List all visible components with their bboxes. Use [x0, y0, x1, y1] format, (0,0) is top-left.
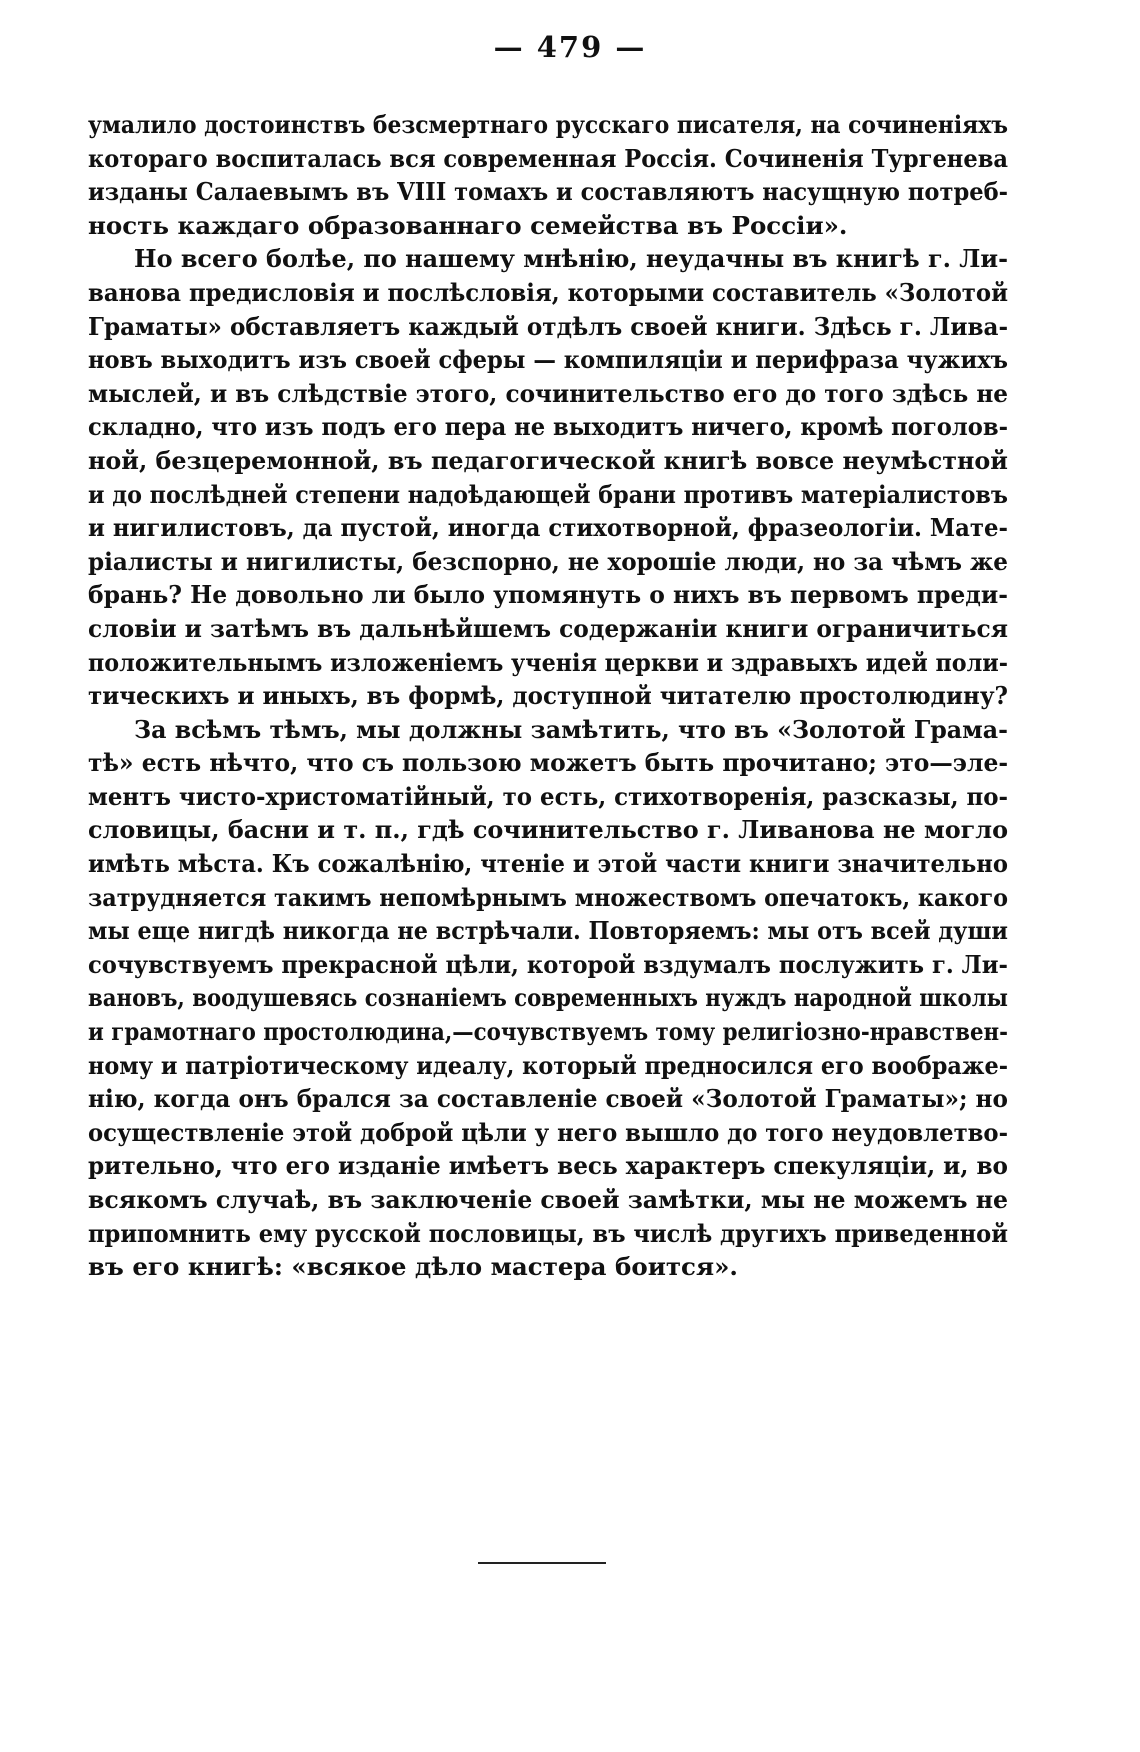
text-line: тическихъ и иныхъ, въ формѣ, доступной читателю простолюдину? [88, 681, 1008, 711]
text-line: въ его книгѣ: «всякое дѣло мастера боится». [88, 1252, 738, 1282]
text-line: ной, безцеремонной, въ педагогической книгѣ вовсе неумѣстной [88, 445, 1008, 475]
text-line: осуществленіе этой доброй цѣли у него вышло до того неудовлетво- [88, 1117, 1008, 1147]
text-line: мыслей, и въ слѣдствіе этого, сочинительство его до того здѣсь не [88, 378, 1009, 408]
text-line: складно, что изъ подъ его пера не выходитъ ничего, кромѣ поголов- [88, 412, 1009, 442]
paragraph-2 [88, 242, 1008, 712]
text-line: словицы, басни и т. п., гдѣ сочинительство г. Ливанова не могло [88, 815, 1009, 845]
text-line: и нигилистовъ, да пустой, иногда стихотворной, фразеологіи. Мате- [88, 513, 1008, 543]
text-line: ванова предисловія и послѣсловія, которыми составитель «Золотой [88, 277, 1009, 307]
text-line: котораго воспиталась вся современная Россія. Сочиненія Тургенева [88, 143, 1009, 173]
text-line: Граматы» обставляетъ каждый отдѣлъ своей книги. Здѣсь г. Лива- [88, 311, 1009, 341]
text-line: изданы Салаевымъ въ VIII томахъ и составляютъ насущную потреб- [88, 177, 1009, 207]
text-line: и грамотнаго простолюдина,—сочувствуемъ тому религіозно-нравствен- [88, 1017, 1009, 1047]
end-rule-divider [478, 1562, 606, 1564]
paragraph-1 [88, 108, 1008, 242]
text-line: Но всего болѣе, по нашему мнѣнію, неудачны въ книгѣ г. Ли- [134, 244, 1008, 274]
text-line: ному и патріотическому идеалу, который предносился его воображе- [88, 1050, 1009, 1080]
text-line: ріалисты и нигилисты, безспорно, не хорошіе люди, но за чѣмъ же [88, 546, 1008, 576]
text-line: брань? Не довольно ли было упомянуть о нихъ въ первомъ преди- [88, 580, 1008, 610]
text-line: припомнить ему русской пословицы, въ числѣ другихъ приведенной [88, 1218, 1008, 1248]
text-line: затрудняется такимъ непомѣрнымъ множествомъ опечатокъ, какого [88, 882, 1009, 912]
text-line: вановъ, воодушевясь сознаніемъ современныхъ нуждъ народной школы [88, 983, 1009, 1013]
paragraph-3 [88, 713, 1008, 1284]
text-line: тѣ» есть нѣчто, что съ пользою можетъ быть прочитано; это—эле- [88, 748, 1009, 778]
text-line: умалило достоинствъ безсмертнаго русскаго писателя, на сочиненіяхъ [88, 110, 1009, 139]
text-line: мы еще нигдѣ никогда не встрѣчали. Повторяемъ: мы отъ всей души [88, 916, 1008, 946]
text-line: ность каждаго образованнаго семейства въ Россіи». [88, 210, 848, 240]
text-line: рительно, что его изданіе имѣетъ весь характеръ спекуляціи, и, во [88, 1151, 1008, 1181]
text-line: За всѣмъ тѣмъ, мы должны замѣтить, что въ «Золотой Грама- [134, 714, 1009, 744]
text-line: словіи и затѣмъ въ дальнѣйшемъ содержаніи книги ограничиться [88, 613, 1008, 643]
text-line: ментъ чисто-христоматійный, то есть, стихотворенія, разсказы, по- [88, 781, 1009, 811]
text-line: новъ выходитъ изъ своей сферы — компиляціи и перифраза чужихъ [88, 345, 1009, 375]
text-line: положительнымъ изложеніемъ ученія церкви и здравыхъ идей поли- [88, 647, 1009, 677]
text-line: нію, когда онъ брался за составленіе своей «Золотой Граматы»; но [88, 1084, 1008, 1114]
page-number: — 479 — [493, 30, 647, 64]
text-line: и до послѣдней степени надоѣдающей брани противъ матеріалистовъ [88, 479, 1008, 509]
text-line: имѣть мѣста. Къ сожалѣнію, чтеніе и этой части книги значительно [88, 849, 1008, 879]
text-line: всякомъ случаѣ, въ заключеніе своей замѣтки, мы не можемъ не [88, 1185, 1009, 1214]
body-text [88, 108, 1008, 1284]
text-line: сочувствуемъ прекрасной цѣли, которой вздумалъ послужить г. Ли- [88, 949, 1008, 979]
